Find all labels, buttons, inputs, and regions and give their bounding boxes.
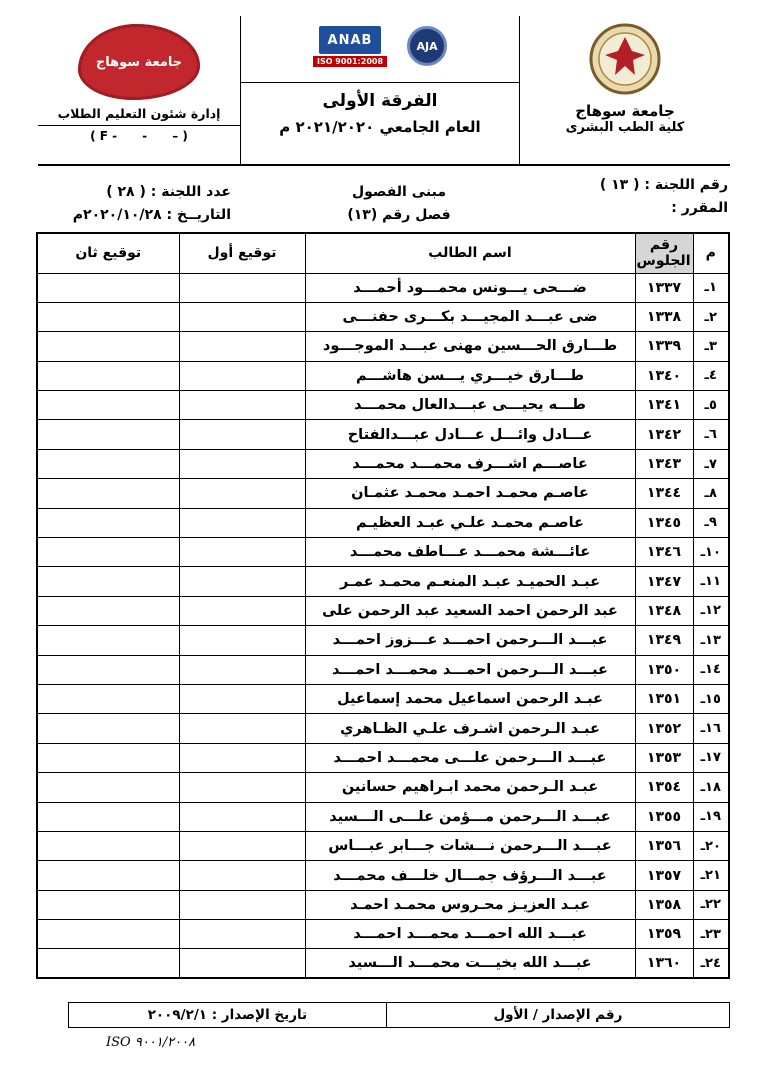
row-number: ١٧ـ [693,743,729,772]
second-signature-cell [37,890,179,919]
first-signature-cell [179,508,305,537]
table-row [37,714,729,743]
row-number: ١٣ـ [693,626,729,655]
student-roster-table [36,232,730,979]
seat-number: ١٣٥٣ [635,743,693,772]
table-row [37,655,729,684]
table-row [37,449,729,478]
info-center-column [273,184,525,223]
row-number: ١٨ـ [693,773,729,802]
university-name: جامعة سوهاج [575,102,675,120]
seat-number: ١٣٦٠ [635,949,693,978]
second-signature-cell [37,684,179,713]
second-signature-cell [37,420,179,449]
table-row [37,831,729,860]
second-signature-cell [37,773,179,802]
row-number: ١٠ـ [693,538,729,567]
issue-date: تاريخ الإصدار : ٢٠٠٩/٢/١ [147,1007,308,1024]
second-signature-cell [37,391,179,420]
seat-number: ١٣٤٩ [635,626,693,655]
student-name: عـــادل وائـــل عـــادل عبـــدالفتاح [305,420,635,449]
second-signature-cell [37,802,179,831]
second-signature-cell [37,714,179,743]
first-signature-cell [179,420,305,449]
row-number: ٣ـ [693,332,729,361]
first-signature-cell [179,802,305,831]
seat-number: ١٣٤٧ [635,567,693,596]
table-header-row [37,233,729,273]
second-signature-cell [37,949,179,978]
table-row [37,479,729,508]
table-row [37,743,729,772]
faculty-name: كلية الطب البشرى [565,120,685,135]
seat-number: ١٣٣٧ [635,273,693,302]
first-signature-cell [179,920,305,949]
student-name: عبـد الرحمن اسماعيل محمد إسماعيل [305,684,635,713]
student-name: عبد الرحمن احمد السعيد عبد الرحمن على [305,596,635,625]
seat-number: ١٣٤٨ [635,596,693,625]
second-signature-cell [37,831,179,860]
first-signature-cell [179,332,305,361]
header-center-block [240,16,520,164]
page-footer [38,1002,730,1050]
table-row [37,626,729,655]
student-name: طـــارق الحـــسين مهنى عبـــد الموجـــود [305,332,635,361]
course-label: المقرر : [671,200,728,216]
row-number: ١٤ـ [693,655,729,684]
header-second-signature: توقيع ثان [37,233,179,273]
seat-number: ١٣٤٤ [635,479,693,508]
seat-number: ١٣٣٩ [635,332,693,361]
seat-number: ١٣٤٢ [635,420,693,449]
anab-logo-icon: ANAB [319,26,381,54]
sohag-university-logo-icon [78,24,200,100]
info-left-column [38,184,273,223]
row-number: ١٢ـ [693,596,729,625]
department-name: إدارة شئون التعليم الطلاب [57,106,221,121]
seat-number: ١٣٤٦ [635,538,693,567]
student-name: عبـد الحميـد عبـد المنعـم محمـد عمـر [305,567,635,596]
second-signature-cell [37,332,179,361]
student-name: ضى عبـــد المجيـــد بكـــرى حفنـــى [305,302,635,331]
exam-info-section [38,166,730,232]
student-name: عبـــد الـــرحمن احمـــد محمـــد احمـــد [305,655,635,684]
first-signature-cell [179,684,305,713]
page-header [38,16,730,166]
first-signature-cell [179,890,305,919]
second-signature-cell [37,861,179,890]
second-signature-cell [37,508,179,537]
building-name: مبنى الفصول [352,184,446,200]
footer-issue-box [68,1002,730,1028]
grade-title: الفرقة الأولى [322,91,438,111]
header-seat-number: رقم الجلوس [635,233,693,273]
seat-number: ١٣٥٦ [635,831,693,860]
first-signature-cell [179,743,305,772]
seat-number: ١٣٥٧ [635,861,693,890]
second-signature-cell [37,538,179,567]
first-signature-cell [179,361,305,390]
row-number: ٢١ـ [693,861,729,890]
certification-logos [241,26,519,78]
header-admin-block [38,16,240,164]
second-signature-cell [37,567,179,596]
seat-number: ١٣٥٤ [635,773,693,802]
second-signature-cell [37,626,179,655]
first-signature-cell [179,861,305,890]
second-signature-cell [37,596,179,625]
first-signature-cell [179,391,305,420]
table-row [37,273,729,302]
student-name: عبـــد الـــرؤف جمـــال خلـــف محمـــد [305,861,635,890]
row-number: ١ـ [693,273,729,302]
table-row [37,802,729,831]
table-row [37,361,729,390]
student-name: عبـــد الـــرحمن نـــشات جـــابر عبـــاس [305,831,635,860]
row-number: ١٥ـ [693,684,729,713]
committee-count: عدد اللجنة : ( ٢٨ ) [106,184,231,200]
issue-number: رقم الإصدار / الأول [386,1003,729,1027]
table-row [37,538,729,567]
first-signature-cell [179,538,305,567]
committee-number: رقم اللجنة : ( ١٣ ) [599,177,728,193]
table-row [37,861,729,890]
student-name: عاصـــم اشـــرف محمـــد محمـــد [305,449,635,478]
student-name: عبـد الـرحمن محمد ابـراهيم حسانين [305,773,635,802]
university-eagle-emblem-icon [588,22,662,96]
table-row [37,332,729,361]
iso-9001-tag: ISO 9001:2008 [313,56,387,67]
seat-number: ١٣٤١ [635,391,693,420]
student-name: عبـــد الله بخيـــت محمـــد الـــسيد [305,949,635,978]
seat-number: ١٣٥٢ [635,714,693,743]
second-signature-cell [37,655,179,684]
seat-number: ١٣٥٩ [635,920,693,949]
first-signature-cell [179,773,305,802]
table-row [37,567,729,596]
student-name: عبـــد الـــرحمن علـــى محمـــد احمـــد [305,743,635,772]
sohag-logo-text: جامعة سوهاج [95,54,183,70]
header-student-name: اسم الطالب [305,233,635,273]
student-name: طـــه يحيـــى عبـــدالعال محمـــد [305,391,635,420]
seat-number: ١٣٥٨ [635,890,693,919]
row-number: ٩ـ [693,508,729,537]
table-row [37,508,729,537]
header-first-signature: توقيع أول [179,233,305,273]
seat-number: ١٣٤٠ [635,361,693,390]
second-signature-cell [37,920,179,949]
second-signature-cell [37,743,179,772]
student-name: عبـد الـرحمن اشـرف علـي الظـاهري [305,714,635,743]
academic-year-title: العام الجامعي ٢٠٢١/٢٠٢٠ م [279,118,481,136]
header-university-block [520,16,730,164]
row-number: ٢٢ـ [693,890,729,919]
row-number: ٢٤ـ [693,949,729,978]
table-row [37,302,729,331]
first-signature-cell [179,596,305,625]
first-signature-cell [179,567,305,596]
seat-number: ١٣٣٨ [635,302,693,331]
table-row [37,684,729,713]
row-number: ٤ـ [693,361,729,390]
second-signature-cell [37,449,179,478]
first-signature-cell [179,714,305,743]
row-number: ٥ـ [693,391,729,420]
student-name: عبـــد الـــرحمن احمـــد عـــزوز احمـــد [305,626,635,655]
student-name: عبـــد الله احمـــد محمـــد احمـــد [305,920,635,949]
second-signature-cell [37,479,179,508]
form-code: ( F - - – ) [38,125,240,143]
class-number: فصل رقم (١٣) [347,207,451,223]
iso-standard-note: ISO ٩٠٠١/٢٠٠٨ [106,1035,196,1051]
seat-number: ١٣٥٥ [635,802,693,831]
seat-number: ١٣٤٥ [635,508,693,537]
row-number: ١٩ـ [693,802,729,831]
exam-date: التاريــخ : ٢٠٢٠/١٠/٢٨م [72,207,231,223]
student-name: عبـد العزيـز محـروس محمـد احمـد [305,890,635,919]
first-signature-cell [179,273,305,302]
seat-number: ١٣٥١ [635,684,693,713]
first-signature-cell [179,949,305,978]
table-row [37,890,729,919]
first-signature-cell [179,449,305,478]
first-signature-cell [179,655,305,684]
second-signature-cell [37,302,179,331]
seat-number: ١٣٥٠ [635,655,693,684]
row-number: ١٦ـ [693,714,729,743]
student-name: طـــارق خيـــري يـــسن هاشـــم [305,361,635,390]
first-signature-cell [179,479,305,508]
row-number: ٢٠ـ [693,831,729,860]
seat-number: ١٣٤٣ [635,449,693,478]
student-name: عاصـم محمـد احمـد محمـد عثمـان [305,479,635,508]
header-no: م [693,233,729,273]
row-number: ٨ـ [693,479,729,508]
header-divider [241,82,519,83]
second-signature-cell [37,361,179,390]
table-row [37,949,729,978]
table-row [37,920,729,949]
student-name: عائـــشة محمـــد عـــاطف محمـــد [305,538,635,567]
anab-logo [313,26,387,67]
table-row [37,773,729,802]
first-signature-cell [179,831,305,860]
student-name: عاصـم محمـد علـي عبـد العظيـم [305,508,635,537]
second-signature-cell [37,273,179,302]
first-signature-cell [179,626,305,655]
row-number: ٢ـ [693,302,729,331]
table-row [37,420,729,449]
row-number: ١١ـ [693,567,729,596]
first-signature-cell [179,302,305,331]
aja-logo-icon: AJA [407,26,447,66]
row-number: ٧ـ [693,449,729,478]
table-row [37,596,729,625]
row-number: ٦ـ [693,420,729,449]
table-row [37,391,729,420]
info-right-column [525,177,730,223]
row-number: ٢٣ـ [693,920,729,949]
student-name: عبـــد الـــرحمن مـــؤمن علـــى الـــسيد [305,802,635,831]
student-name: ضـــحى يـــونس محمـــود أحمـــد [305,273,635,302]
